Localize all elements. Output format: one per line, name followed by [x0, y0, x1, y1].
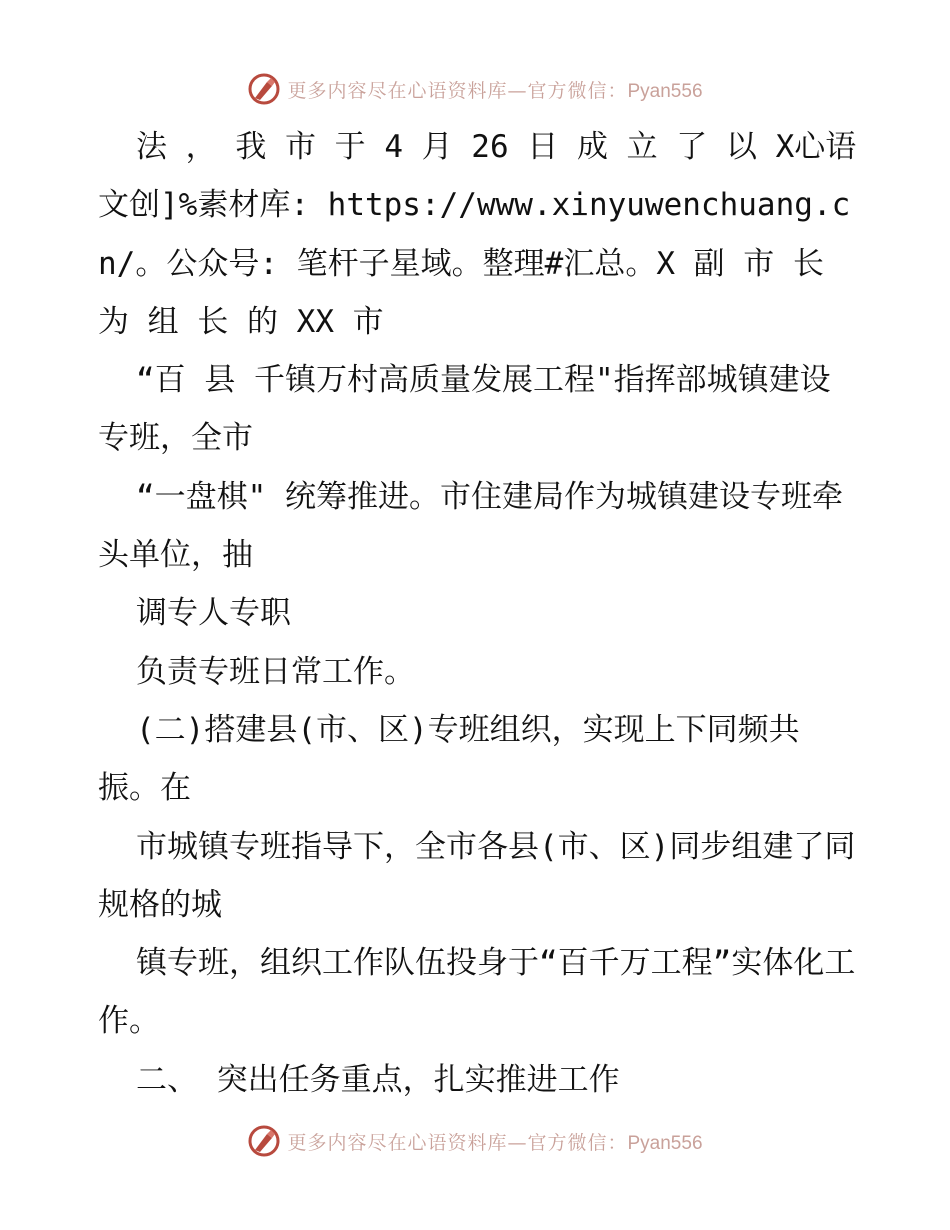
paragraph: 镇专班，组织工作队伍投身于“百千万工程”实体化工作。 — [98, 945, 856, 1040]
watermark-text: 更多内容尽在心语资料库—官方微信：Pyan556 — [287, 1131, 703, 1154]
watermark-footer — [0, 1124, 950, 1158]
paragraph: “一盘棋" 统筹推进。市住建局作为城镇建设专班牵头单位，抽 — [98, 478, 843, 574]
paragraph: 法 ， 我 市 于 4 月 26 日 成 立 了 以 X心语文创]%素材库: https://www.xinyuwenchuang.cn/。公众号: 笔杆子星域。整理#汇总。X 副 市 长 为 组 长 的 XX 市 — [98, 129, 857, 340]
document-body — [98, 118, 858, 1109]
watermark-wechat-id: Pyan556 — [627, 80, 703, 102]
paragraph: “百 县 千镇万村高质量发展工程"指挥部城镇建设专班，全市 — [98, 362, 831, 457]
paragraph: (二)搭建县(市、区)专班组织，实现上下同频共振。在 — [98, 711, 800, 807]
paragraph: 市城镇专班指导下，全市各县(市、区)同步组建了同规格的城 — [98, 828, 856, 923]
pen-logo-icon — [247, 72, 281, 106]
section-heading: 二、 突出任务重点，扎实推进工作 — [136, 1061, 620, 1098]
watermark-wechat-id: Pyan556 — [627, 1132, 703, 1154]
paragraph: 负责专班日常工作。 — [136, 653, 415, 690]
watermark-text: 更多内容尽在心语资料库—官方微信：Pyan556 — [287, 79, 703, 102]
paragraph: 调专人专职 — [136, 595, 291, 632]
pen-logo-icon — [247, 1124, 281, 1158]
watermark-header — [0, 72, 950, 106]
